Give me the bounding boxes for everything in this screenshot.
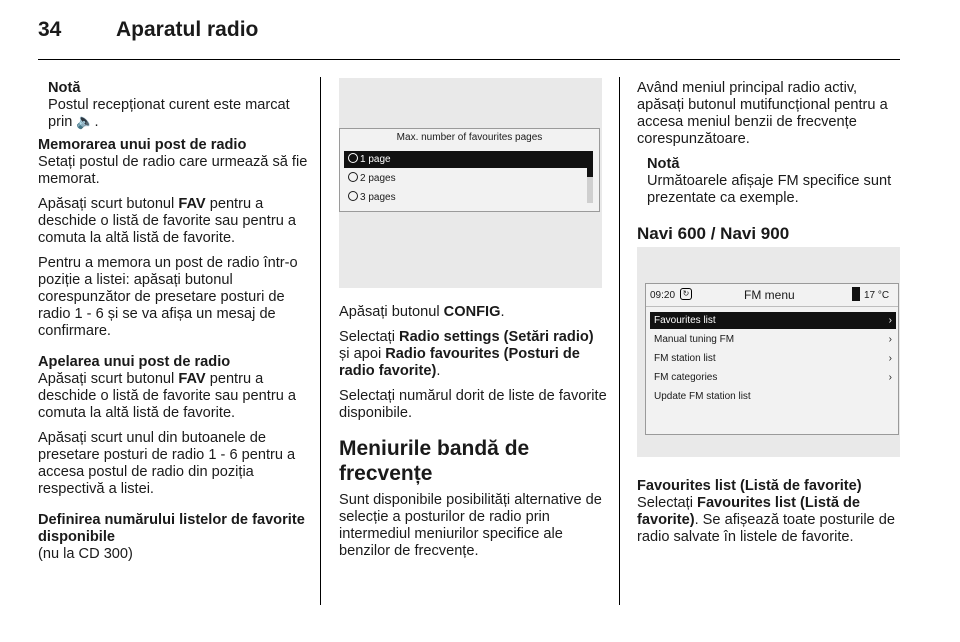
page-number: 34 (38, 18, 62, 41)
chevron-right-icon: › (888, 315, 892, 326)
menu-title: FM menu (744, 288, 795, 302)
radio-icon (348, 153, 358, 163)
chevron-right-icon: › (888, 334, 892, 345)
recall-paragraph-2: Apăsați scurt unul din butoanele de presetare posturi de radio 1 - 6 pentru a accesa postul de radio din poziția respectivă a listei. (38, 430, 296, 497)
note-block-2 (637, 156, 902, 207)
define-note: (nu la CD 300) (38, 546, 133, 562)
define-heading: Definirea numărului listelor de favorite disponibile (38, 512, 305, 545)
number-paragraph: Selectați numărul dorit de liste de favorite disponibile. (339, 388, 607, 421)
note-label-2: Notă (647, 156, 680, 172)
select-paragraph: Selectați Radio settings (Setări radio) și apoi Radio favourites (Posturi de radio favorite). (339, 329, 594, 379)
main-menu-paragraph: Având meniul principal radio activ, apăsați butonul mutifuncțional pentru a accesa meniul benzii de frecvențe corespunzătoare. (637, 80, 888, 147)
menu-item-categories[interactable]: FM categories › (650, 369, 896, 386)
scrollbar[interactable] (587, 151, 593, 203)
radio-icon (348, 172, 358, 182)
radio-icon (348, 191, 358, 201)
phone-icon (852, 287, 860, 301)
store-heading: Memorarea unui post de radio (38, 137, 247, 153)
middle-column (339, 304, 607, 568)
column-divider-2 (619, 77, 620, 605)
option-1-page[interactable]: 1 page (344, 151, 588, 168)
recall-heading: Apelarea unui post de radio (38, 354, 231, 370)
store-paragraph-2: Apăsați scurt butonul FAV pentru a deschide o listă de favorite sau pentru a comuta la altă listă de favorite. (38, 196, 296, 246)
note-text-2: Următoarele afișaje FM specifice sunt prezentate ca exemple. (647, 173, 892, 206)
favourites-heading: Favourites list (Listă de favorite) (637, 478, 862, 494)
config-paragraph: Apăsați butonul CONFIG. (339, 304, 505, 320)
chevron-right-icon: › (888, 372, 892, 383)
refresh-icon: ↻ (680, 288, 692, 300)
favourites-paragraph: Selectați Favourites list (Listă de favorite). Se afișează toate posturile de radio salvate în listele de favorite. (637, 495, 895, 545)
option-3-pages[interactable]: 3 pages (344, 189, 588, 206)
header-rule (38, 59, 900, 60)
favourites-section (637, 478, 902, 554)
store-paragraph-3: Pentru a memora un post de radio într-o poziție a listei: apăsați butonul corespunzător de presetare posturi de radio 1 - 6 și se va afișa un mesaj de confirmare. (38, 255, 298, 339)
right-column (637, 80, 902, 248)
favourites-pages-window (339, 128, 600, 212)
recall-paragraph-1: Apăsați scurt butonul FAV pentru a deschide o listă de favorite sau pentru a comuta la altă listă de favorite. (38, 371, 296, 421)
menu-item-station-list[interactable]: FM station list › (650, 350, 896, 367)
fm-menu-window (645, 283, 899, 435)
clock-time: 09:20 (650, 290, 676, 301)
note-block (38, 80, 308, 131)
note-label: Notă (48, 80, 81, 96)
temperature: 17 °C (864, 290, 890, 301)
left-column (38, 80, 308, 563)
note-text: Postul recepționat curent este marcat prin 🔈. (48, 97, 290, 130)
band-heading: Meniurile bandă de frecvențe (339, 437, 530, 485)
status-bar (646, 284, 898, 307)
menu-item-update-list[interactable]: Update FM station list (654, 391, 751, 402)
option-2-pages[interactable]: 2 pages (344, 170, 588, 187)
screen-title: Max. number of favourites pages (396, 132, 543, 143)
chevron-right-icon: › (888, 353, 892, 364)
menu-item-manual-tuning[interactable]: Manual tuning FM › (650, 331, 896, 348)
store-text: Setați postul de radio care urmează să fie memorat. (38, 154, 308, 187)
fm-menu-screen (637, 247, 900, 457)
band-text: Sunt disponibile posibilități alternative de selecție a posturilor de radio prin intermediul meniurilor specifice ale benzilor de frecvențe. (339, 492, 602, 559)
menu-item-favourites-list[interactable]: Favourites list › (650, 312, 896, 329)
column-divider-1 (320, 77, 321, 605)
favourites-pages-screen (339, 78, 602, 288)
scroll-thumb[interactable] (587, 151, 593, 177)
navi-heading: Navi 600 / Navi 900 (637, 224, 790, 243)
page-title: Aparatul radio (116, 18, 259, 41)
